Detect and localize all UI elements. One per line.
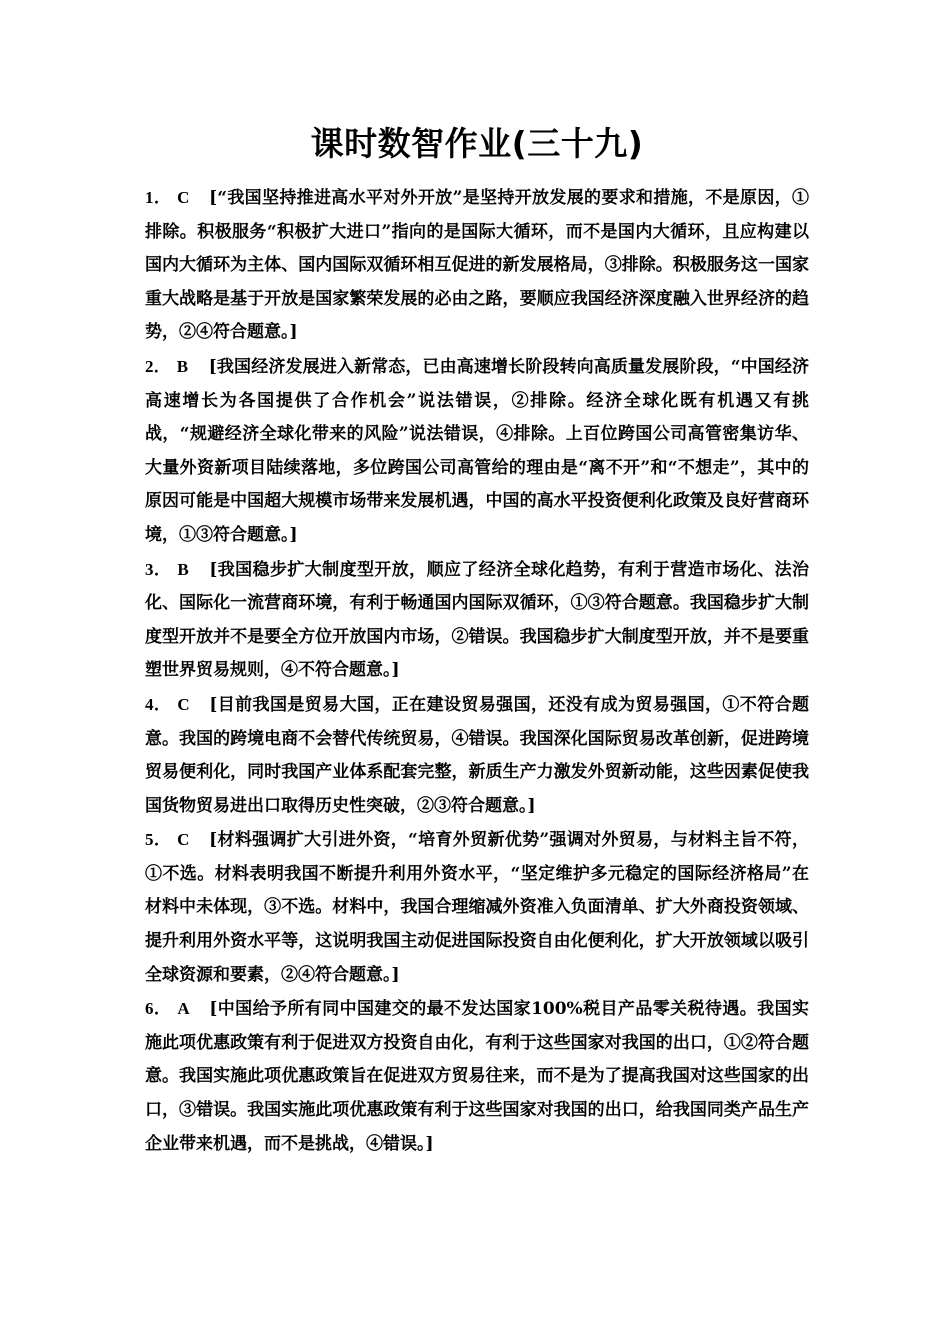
item-explanation: [“我国坚持推进高水平对外开放”是坚持开放发展的要求和措施，不是原因，①排除。积极服务“积极扩大进口”指向的是国际大循环，而不是国内大循环，且应构建以国内大循环为主体、国内国际双循环相互促进的新发展格局，③排除。积极服务这一国家重大战略是基于开放是国家繁荣发展的必由之路，要顺应我国经济深度融入世界经济的趋势，②④符合题意。] <box>145 188 810 343</box>
item-explanation: [我国经济发展进入新常态，已由高速增长阶段转向高质量发展阶段，“中国经济高速增长为各国提供了合作机会”说法错误，②排除。经济全球化既有机遇又有挑战，“规避经济全球化带来的风险”说法错误，④排除。上百位跨国公司高管密集访华、大量外资新项目陆续落地，多位跨国公司高管给的理由是“离不开”和“不想走”，其中的原因可能是中国超大规模市场带来发展机遇，中国的高水平投资便利化政策及良好营商环境，①③符合题意。] <box>145 356 810 545</box>
answer-item-2 <box>145 350 809 553</box>
item-number: 1． <box>145 188 172 207</box>
item-number: 4． <box>145 694 172 714</box>
item-answer: C <box>177 694 190 714</box>
answer-item-6 <box>145 992 809 1161</box>
answer-sheet <box>145 120 809 1161</box>
item-explanation: [我国稳步扩大制度型开放，顺应了经济全球化趋势，有利于营造市场化、法治化、国际化一流营商环境，有利于畅通国内国际双循环，①③符合题意。我国稳步扩大制度型开放并不是要全方位开放国内市场，②错误。我国稳步扩大制度型开放，并不是要重塑世界贸易规则，④不符合题意。] <box>145 559 810 681</box>
item-answer: A <box>177 999 190 1019</box>
item-answer: C <box>177 188 190 207</box>
answer-item-3 <box>145 553 809 688</box>
item-explanation: [材料强调扩大引进外资，“培育外贸新优势”强调对外贸易，与材料主旨不符，①不选。材料表明我国不断提升利用外资水平，“坚定维护多元稳定的国际经济格局”在材料中未体现，③不选。材料中，我国合理缩减外资准入负面清单、扩大外商投资领域、提升利用外资水平等，这说明我国主动促进国际投资自由化便利化，扩大开放领域以吸引全球资源和要素，②④符合题意。] <box>145 830 810 985</box>
answer-item-1 <box>145 181 809 350</box>
item-explanation: [中国给予所有同中国建交的最不发达国家100%税目产品零关税待遇。我国实施此项优惠政策有利于促进双方投资自由化，有利于这些国家对我国的出口，①②符合题意。我国实施此项优惠政策旨在促进双方贸易往来，而不是为了提高我国对这些国家的出口，③错误。我国实施此项优惠政策有利于这些国家对我国的出口，给我国同类产品生产企业带来机遇，而不是挑战，④错误。] <box>145 999 809 1154</box>
item-answer: B <box>176 356 189 376</box>
answer-item-4 <box>145 688 809 823</box>
item-number: 5． <box>145 830 172 850</box>
item-explanation: [目前我国是贸易大国，正在建设贸易强国，还没有成为贸易强国，①不符合题意。我国的跨境电商不会替代传统贸易，④错误。我国深化国际贸易改革创新，促进跨境贸易便利化，同时我国产业体系配套完整，新质生产力激发外贸新动能，这些因素促使我国货物贸易进出口取得历史性突破，②③符合题意。] <box>145 694 810 816</box>
item-answer: C <box>177 830 190 850</box>
item-number: 2． <box>145 356 171 376</box>
item-number: 6． <box>145 999 172 1019</box>
page-title: 课时数智作业(三十九) <box>310 124 644 163</box>
item-number: 3． <box>145 559 172 579</box>
item-answer: B <box>177 559 189 579</box>
answer-item-5 <box>145 823 809 992</box>
